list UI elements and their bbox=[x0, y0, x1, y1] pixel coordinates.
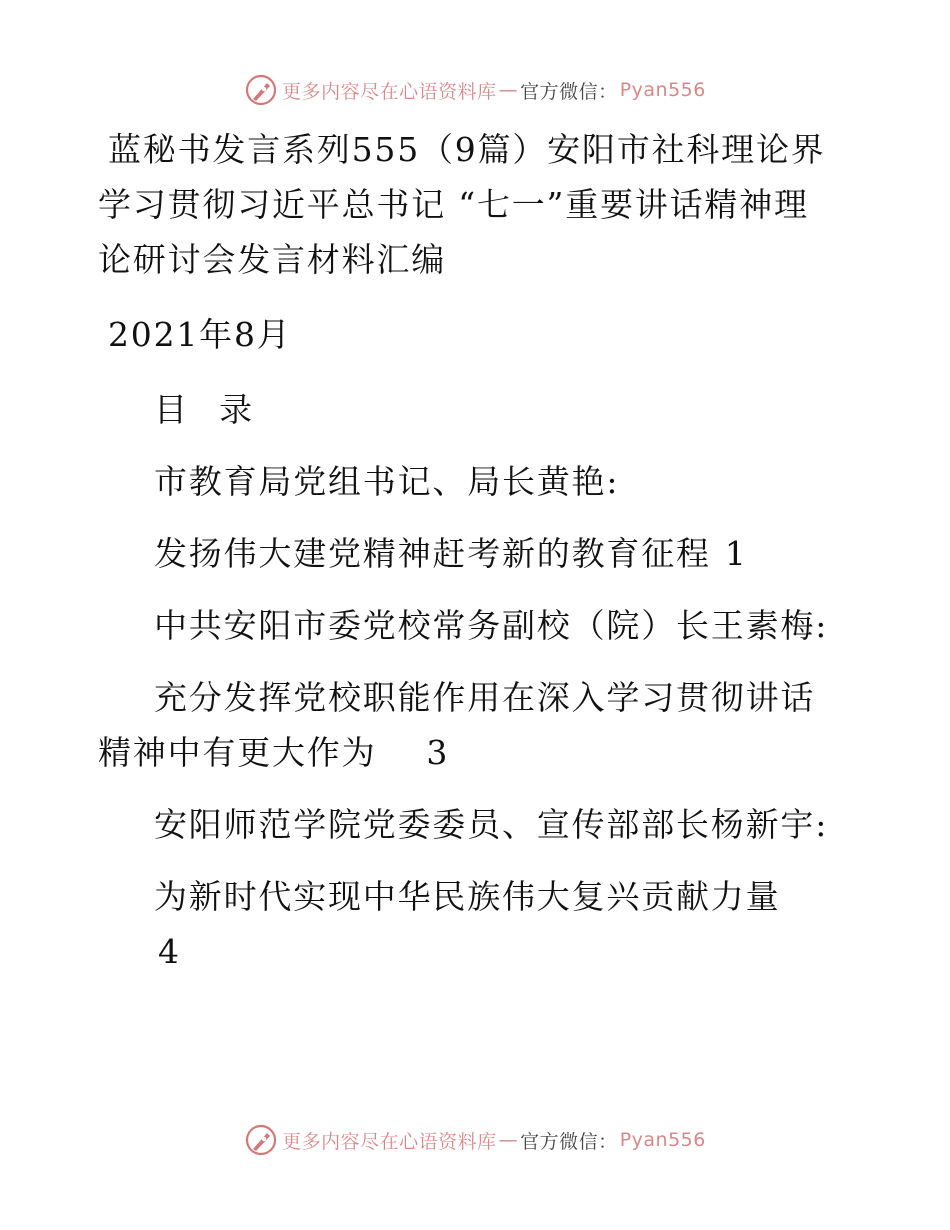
toc-entry-title bbox=[98, 670, 838, 780]
toc-entry-page-number: 1 bbox=[724, 534, 748, 573]
toc-heading: 目 录 bbox=[154, 390, 254, 429]
watermark-site-text: 更多内容尽在心语资料库 bbox=[282, 80, 497, 103]
watermark-dash: — bbox=[498, 79, 519, 101]
document-date: 2021年8月 bbox=[108, 315, 292, 354]
toc-entry-title bbox=[98, 869, 838, 979]
toc-entry-page-number: 4 bbox=[158, 932, 181, 971]
document-title: 蓝秘书发言系列555（9篇）安阳市社科理论界学习贯彻习近平总书记 “七一”重要讲话精神理论研讨会发言材料汇编 bbox=[98, 130, 826, 279]
toc-entry-title-text: 充分发挥党校职能作用在深入学习贯彻讲话精神中有更大作为 bbox=[98, 678, 816, 772]
watermark-dash: — bbox=[498, 1129, 519, 1151]
watermark-site-text: 更多内容尽在心语资料库 bbox=[282, 1130, 497, 1153]
watermark-contact-id: Pyan556 bbox=[619, 79, 706, 101]
watermark-contact-id: Pyan556 bbox=[619, 1129, 706, 1151]
pen-circle-logo-icon bbox=[244, 73, 278, 107]
toc-entry-page-number: 3 bbox=[426, 733, 450, 772]
toc-entry-title bbox=[98, 526, 838, 581]
watermark-contact-label: 官方微信： bbox=[520, 80, 618, 103]
footer-watermark bbox=[0, 1120, 950, 1160]
toc-entry-author: 市教育局党组书记、局长黄艳: bbox=[154, 462, 620, 501]
header-watermark bbox=[0, 70, 950, 110]
watermark-contact-label: 官方微信： bbox=[520, 1130, 618, 1153]
document-body bbox=[98, 122, 838, 979]
pen-circle-logo-icon bbox=[244, 1123, 278, 1157]
toc-entry-author: 安阳师范学院党委委员、宣传部部长杨新宇: bbox=[154, 805, 829, 844]
toc-entry-author: 中共安阳市委党校常务副校（院）长王素梅: bbox=[154, 606, 829, 645]
toc-entry-title-text: 发扬伟大建党精神赶考新的教育征程 bbox=[154, 534, 711, 573]
toc-entry-title-text: 为新时代实现中华民族伟大复兴贡献力量 bbox=[154, 877, 781, 916]
